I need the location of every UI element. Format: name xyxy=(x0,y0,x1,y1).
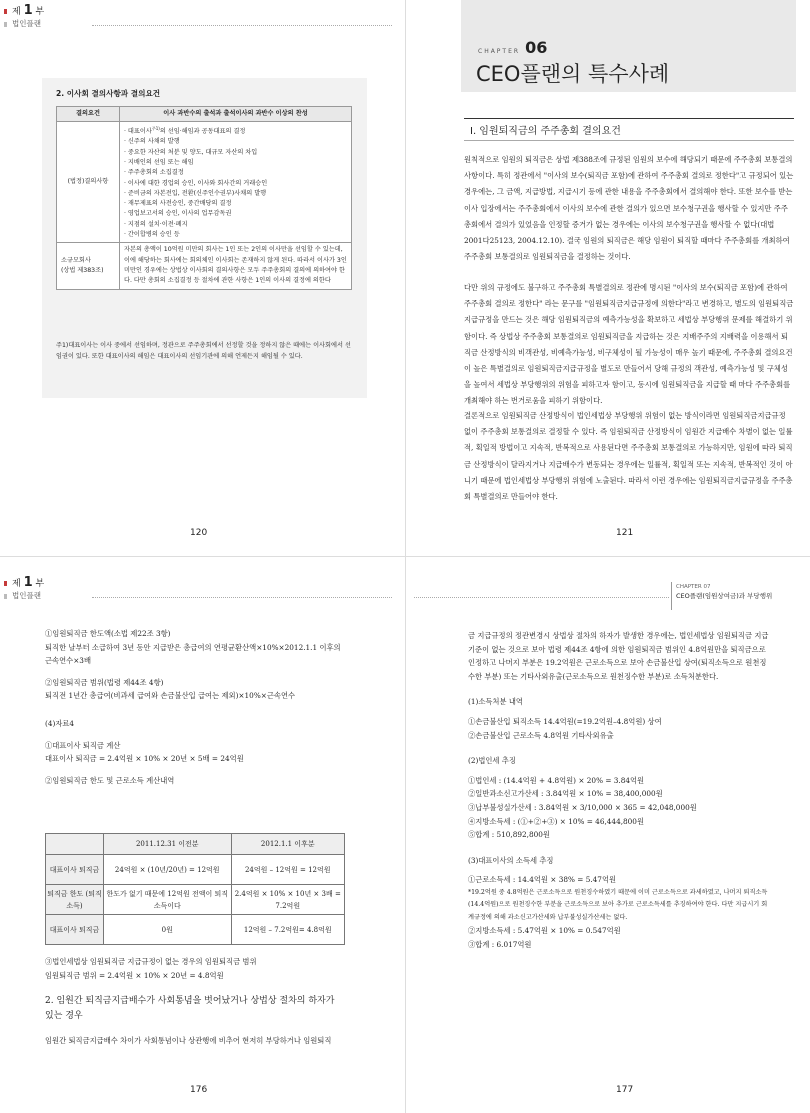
table-cell: 2.4억원 × 10% × 10년 × 3배 = 7.2억원 xyxy=(231,885,344,915)
text-line: ②손금불산입 근로소득 4.8억원 기타사외유출 xyxy=(468,730,614,740)
list-item: · 재무제표의 사전승인, 중간배당의 결정 xyxy=(124,200,232,208)
paragraph-3: 결론적으로 임원퇴직금 산정방식이 법인세법상 부당행위 위험이 없는 방식이라면 임원퇴직금지급규정 없이 주주총회 보통결의로 결정할 수 있다. 즉 임원퇴직금 산정방식이 임원간 지급배수 차별이 없는 일률적, 획일적 방법이고 지속적, 반복적으로 사용된다면 주주총회 보통결의로 가능하지만, 임원에 따라 퇴직금 산정방식이 달라지거나 지급배수가 변동되는 경우에는 일률적, 획일적 또는 지속적, 반복적인 것이 아니기 때문에 법인세법상 부당행위 위험에 노출된다. 따라서 이런 경우에는 임원퇴직금지급규정을 주주총회 특별결의로 만들어야 한다. xyxy=(464,411,793,502)
subheading: 2. 임원간 퇴직금지급배수가 사회통념을 벗어났거나 상법상 절차의 하자가 있는 경우 xyxy=(45,996,335,1022)
heading: I. 임원퇴직금의 주주총회 결의요건 xyxy=(470,126,621,137)
part-title: 법인플랜 xyxy=(12,591,41,600)
footnote-ref: 주1) xyxy=(151,126,160,131)
text-line: (3)대표이사의 소득세 추징 xyxy=(468,855,554,865)
chapter-header xyxy=(676,583,772,601)
board-box xyxy=(42,78,367,398)
row-label-small-company xyxy=(57,243,120,289)
row-label: 대표이사 퇴직금 xyxy=(46,855,104,885)
header-rule xyxy=(92,597,392,598)
paragraph-2: 다만 위의 규정에도 불구하고 주주총회 특별결의로 정관에 명시된 "이사의 보수(퇴직금 포함)에 관하여 주주총회 결의로 정한다" 라는 문구를 "임원퇴직금지급규정에 의한다"라고 변경하고, 별도의 임원퇴직금지급규정을 만드는 것은 해당 임원퇴직금의 예측가능성을 확보하고 세법상 부당행위 문제를 해결하기 위함이다. 즉 상법상 주주총회 보통결의로 임원퇴직금을 지급하는 것은 지배주주의 지배력을 이용해서 퇴직금 산정방식의 비객관성, 비예측가능성, 비구체성이 될 가능성이 매우 높기 때문에, 주주총회 결의요건이 높은 특별결의로 임원퇴직금지급규정을 별도로 만들어서 당해 규정의 객관성, 예측가능성 및 구체성을 높여서 세법상 부당행위의 위험을 피하고자 함이고, 동시에 임원퇴직금을 지급할 때 마다 주주총회를 개최해야 하는 번거로움을 피하기 위함이다. xyxy=(464,283,794,406)
table-row xyxy=(46,855,345,885)
list-item: · 지배인의 선임 또는 해임 xyxy=(124,158,194,166)
header-divider xyxy=(671,582,672,610)
chapter-label xyxy=(478,38,547,57)
intro: 금 지급규정의 정관변경시 상법상 절차의 하자가 발생한 경우에는, 법인세법상 임원퇴직금 지급기준이 없는 것으로 보아 법령 제44조 4항에 의한 임원퇴직금 범위인 4.8억원만을 퇴직금으로 인정하고 나머지 부분은 19.2억원은 근로소득으로 보아 손금불산입 상여(퇴직소득으로 원천징수한 부분) 또는 기타사외유출(근로소득으로 원천징수한 부분)로 소득처분한다. xyxy=(468,631,769,681)
row-label-statutory: (법정)결의사항 xyxy=(57,122,120,243)
page-177 xyxy=(406,557,810,1113)
header-rule xyxy=(414,597,669,598)
paragraph-1: 원칙적으로 임원의 퇴직금은 상법 제388조에 규정된 임원의 보수에 해당되기 때문에 주주총회 보통결의사항이다. 특히 정관에서 "이사의 보수(퇴직금 포함)에 관하여 주주총회 결의로 정한다"고 규정되어 있는 경우에는, 그 금액, 지급방법, 지급시기 등에 관한 내용을 주주총회에서 결의해야 한다. 또한 보수를 받는 이사 입장에서는 주주총회에서 이사의 보수에 관한 결의가 있으면 보수청구권을 행사할 수 있지만 주주총회에서 결의가 있었음을 인정할 증거가 없는 경우에는 이사의 보수청구권을 행사할 수 없다(대법 2001다25123, 2004.12.10). 결국 임원의 퇴직금은 해당 임원이 퇴직할 때마다 주주총회를 개최하여 주주총회 보통결의로 임원퇴직금을 결정하는 것이다. xyxy=(464,155,794,262)
body-176b xyxy=(45,955,345,1048)
text-line: 퇴직전 1년간 총급여(비과세 급여와 손금불산입 급여는 제외)×10%×근속연수 xyxy=(45,691,296,701)
table-cell: 12억원 – 7.2억원= 4.8억원 xyxy=(231,915,344,945)
text-line: (4)자료4 xyxy=(45,718,75,728)
small-company-text: 자본의 총액이 10억원 미만의 회사는 1인 또는 2인의 이사만을 선임할 수 있는데, 이에 해당하는 회사에는 회의체인 이사회는 존재하지 않게 된다. 따라서 이사가 3인 미만인 경우에는 상법상 이사회의 결의사항은 모두 주주총회의 결의에 의하여야 한다. 다만 총회의 소집결정 등 절차에 관한 사항은 1인의 이사의 결정에 의한다 xyxy=(120,243,352,289)
chapter-number: 06 xyxy=(525,38,548,57)
page-number: 121 xyxy=(616,528,634,538)
table-cell: 24억원 × (10년/20년) = 12억원 xyxy=(104,855,232,885)
text-line: ②지방소득세 : 5.47억원 × 10% = 0.547억원 xyxy=(468,926,621,936)
statutory-items xyxy=(120,122,352,243)
table-cell: 24억원 – 12억원 = 12억원 xyxy=(231,855,344,885)
text-line: 퇴직한 날부터 소급하여 3년 동안 지급받은 총급여의 연평균환산액×10%×2012.1.1 이후의 근속연수×3배 xyxy=(45,642,341,666)
table-row xyxy=(46,885,345,915)
part-subtitle-marker xyxy=(4,594,7,599)
list-item: · 대표이사$^{주1)}$의 선임·해임과 공동대표의 결정 xyxy=(124,126,246,136)
chapter-label: CHAPTER 07 xyxy=(676,584,711,590)
list-item: · 준비금의 자본전입, 전환(신주인수권부)사채의 발행 xyxy=(124,189,267,197)
list-item: · 이사에 대한 경업의 승인, 이사와 회사간의 거래승인 xyxy=(124,179,268,187)
body-177 xyxy=(468,629,773,952)
chapter-title: CEO플랜의 특수사례 xyxy=(476,62,670,86)
table-cell: 한도가 없기 때문에 12억원 전액이 퇴직소득이다 xyxy=(104,885,232,915)
table-header xyxy=(46,834,104,855)
page-number: 120 xyxy=(190,528,208,538)
list-item: · 지점의 설치·이전·폐지 xyxy=(124,220,188,228)
text-line: ②임원퇴직금 범위(법령 제44조 4항) xyxy=(45,677,164,687)
list-item: · 신주의 사채의 발행 xyxy=(124,138,180,146)
text-line: ③납부불성실가산세 : 3.84억원 × 3/10,000 × 365 = 42,048,000원 xyxy=(468,802,697,812)
text-line: 대표이사 퇴직금 = 2.4억원 × 10% × 20년 × 5배 = 24억원 xyxy=(45,754,244,764)
text-line: ①손금불산입 퇴직소득 14.4억원(=19.2억원–4.8억원) 상여 xyxy=(468,716,662,726)
text-line: ③합계 : 6.017억원 xyxy=(468,940,532,949)
list-item: · 주주총회의 소집결정 xyxy=(124,169,184,177)
page-number: 177 xyxy=(616,1085,634,1095)
part-label: 제 1 부 xyxy=(12,3,45,18)
row-label: 퇴직금 한도 (퇴직소득) xyxy=(46,885,104,915)
page-120 xyxy=(0,0,405,556)
part-subtitle-marker xyxy=(4,22,7,27)
table-header: 2011.12.31 이전분 xyxy=(104,834,232,855)
chapter-subtitle: CEO플랜(임원상여금)과 부당행위 xyxy=(676,592,773,600)
part-title: 법인플랜 xyxy=(12,19,41,28)
body-176 xyxy=(45,627,345,787)
col-header-quorum: 이사 과반수의 출석과 출석이사의 과반수 이상의 찬성 xyxy=(120,107,352,122)
heading-rule-bottom xyxy=(464,140,794,141)
list-item: · 중요한 자산의 처분 및 양도, 대규모 자산의 차입 xyxy=(124,148,258,156)
retirement-table xyxy=(45,833,345,945)
text-line: ②일반과소신고가산세 : 3.84억원 × 10% = 38,400,000원 xyxy=(468,789,663,799)
text-line: ①대표이사 퇴직금 계산 xyxy=(45,740,121,750)
page-121 xyxy=(406,0,810,556)
text-line: ①임원퇴직금 한도액(소법 제22조 3항) xyxy=(45,629,171,638)
table-row xyxy=(46,915,345,945)
heading-rule-top xyxy=(464,118,794,119)
text-line: (2)법인세 추징 xyxy=(468,756,516,766)
text-line: ③법인세법상 임원퇴직금 지급규정이 없는 경우의 임원퇴직금 범위 xyxy=(45,957,257,966)
chapter-word: CHAPTER xyxy=(478,48,521,55)
text-line: ①법인세 : (14.4억원 + 4.8억원) × 20% = 3.84억원 xyxy=(468,775,645,785)
text-line: ④지방소득세 : (①+②+③) × 10% = 46,444,800원 xyxy=(468,816,645,826)
small-company-label: 소규모회사 xyxy=(61,256,91,264)
table-cell: 0원 xyxy=(104,915,232,945)
text-line: ⑤합계 : 510,892,800원 xyxy=(468,830,550,840)
text-line: 임원간 퇴직금지급배수 차이가 사회통념이나 상관행에 비추어 현저히 부당하거나 임원퇴직 xyxy=(45,1036,332,1046)
section-title: 2. 이사회 결의사항과 결의요건 xyxy=(56,89,161,98)
list-item: · 간이합병의 승인 등 xyxy=(124,231,180,239)
small-company-law: (상법 제383조) xyxy=(61,266,104,274)
list-item: · 영업보고서의 승인, 이사의 업무감독권 xyxy=(124,210,232,218)
part-label: 제 1 부 xyxy=(12,575,45,590)
header-rule xyxy=(92,25,392,26)
table-header: 2012.1.1 이후분 xyxy=(231,834,344,855)
footnote: 주1)대표이사는 이사 중에서 선임하며, 정관으로 주주총회에서 선정할 것을 정하지 않은 때에는 이사회에서 선임권이 있다. 또한 대표이사의 해임은 대표이사의 선임기관에 의해 언제든지 해임될 수 있다. xyxy=(56,342,351,360)
note: *19.2억원 중 4.8억원은 근로소득으로 원천징수하였기 때문에 이미 근로소득으로 과세하였고, 나머지 퇴직소득(14.4억원)으로 원천징수한 부분을 근로소득으로 보아 추가로 근로소득세를 추징하여야 한다. 다만 지급시기 회계규정에 의해 과소신고가산세와 납부불성실가산세는 없다. xyxy=(468,888,768,921)
page-176 xyxy=(0,557,405,1113)
board-resolution-table xyxy=(56,106,352,290)
page-number: 176 xyxy=(190,1085,208,1095)
text-line: ②임원퇴직금 한도 및 근로소득 계산내역 xyxy=(45,775,175,785)
text-line: 임원퇴직금 범위 = 2.4억원 × 10% × 20년 = 4.8억원 xyxy=(45,970,224,980)
col-header-requirement: 결의요건 xyxy=(57,107,120,122)
part-marker xyxy=(4,9,7,14)
text-line: (1)소득처분 내역 xyxy=(468,697,523,707)
row-label: 대표이사 퇴직금 xyxy=(46,915,104,945)
text-line: ①근로소득세 : 14.4억원 × 38% = 5.47억원 xyxy=(468,875,617,885)
part-marker xyxy=(4,581,7,586)
